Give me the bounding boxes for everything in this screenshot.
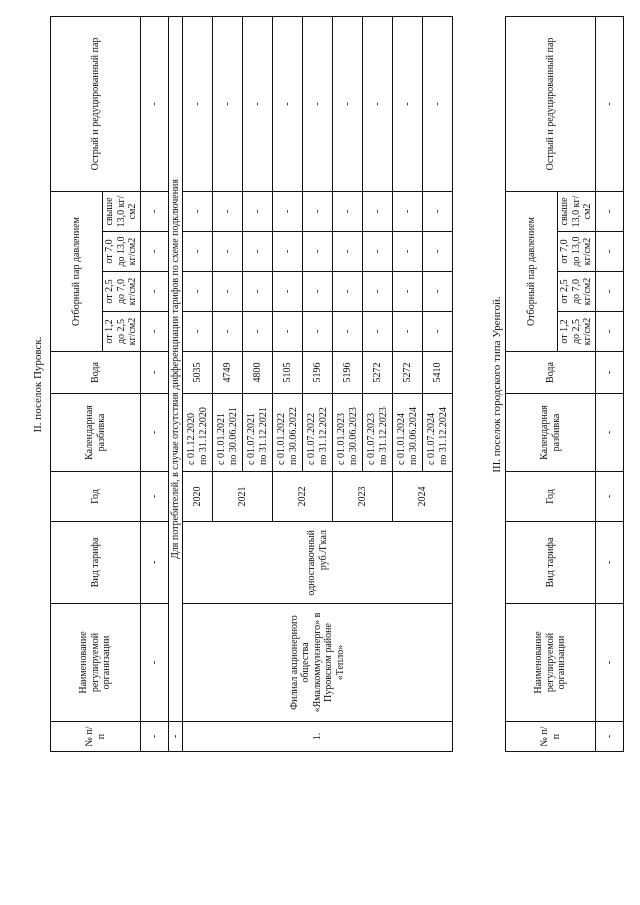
- dash-cell: -: [141, 722, 169, 752]
- period-from: с 01.07.2022: [306, 413, 317, 465]
- dash-cell: -: [596, 352, 624, 394]
- calendar-cell: [363, 394, 393, 472]
- period-from: с 01.07.2021: [246, 413, 257, 465]
- header-sharp-steam: Острый и редуцированный пар: [506, 16, 596, 191]
- dash-cell: -: [393, 312, 423, 352]
- period-from: с 01.01.2021: [216, 413, 227, 465]
- period-from: с 01.01.2023: [336, 413, 347, 465]
- dash-cell: -: [273, 312, 303, 352]
- dash-cell: -: [141, 272, 169, 312]
- dash-cell: -: [596, 522, 624, 604]
- dash-cell: -: [273, 232, 303, 272]
- dash-cell: -: [141, 604, 169, 722]
- water-value: 5410: [423, 352, 453, 394]
- dash-cell: -: [423, 16, 453, 191]
- dash-cell: -: [213, 16, 243, 191]
- header-sharp-steam: Острый и редуцированный пар: [51, 16, 141, 191]
- header-pressure-p2: от 2,5 до 7,0 кг/см2: [103, 272, 141, 312]
- dash-cell: -: [333, 232, 363, 272]
- dash-cell: -: [183, 191, 213, 231]
- dash-cell: -: [423, 272, 453, 312]
- header-steam-group: Отборный пар давлением: [51, 191, 103, 351]
- dash-cell: -: [596, 191, 624, 231]
- dash-cell: -: [393, 16, 423, 191]
- dash-cell: -: [273, 16, 303, 191]
- water-value: 5105: [273, 352, 303, 394]
- header-tariff-type: Вид тарифа: [51, 522, 141, 604]
- dash-cell: -: [596, 722, 624, 752]
- header-calendar: Календарная разбивка: [51, 394, 141, 472]
- dash-cell: -: [333, 272, 363, 312]
- tariff-table-section-3: [505, 16, 624, 752]
- tariff-table-section-2: [50, 16, 453, 752]
- period-to: по 31.12.2020: [197, 407, 209, 465]
- dash-cell: -: [243, 16, 273, 191]
- water-value: 4749: [213, 352, 243, 394]
- header-pressure-p3: от 7,0 до 13,0 кг/см2: [558, 232, 596, 272]
- dash-cell: -: [303, 272, 333, 312]
- period-from: с 01.01.2022: [276, 413, 287, 465]
- year-cell: 2021: [213, 472, 273, 522]
- dash-cell: -: [183, 16, 213, 191]
- table-row: [141, 16, 169, 751]
- header-row: [51, 16, 103, 751]
- header-year: Год: [506, 472, 596, 522]
- header-pressure-p2: от 2,5 до 7,0 кг/см2: [558, 272, 596, 312]
- row-number: 1.: [183, 722, 453, 752]
- period-to: по 30.06.2022: [287, 407, 299, 465]
- dash-cell: -: [423, 191, 453, 231]
- dash-cell: -: [273, 191, 303, 231]
- header-steam-group: Отборный пар давлением: [506, 191, 558, 351]
- tariff-row: [183, 16, 213, 751]
- year-cell: 2023: [333, 472, 393, 522]
- table-row: [596, 16, 624, 751]
- header-row: [506, 16, 558, 751]
- header-pressure-p1: от 1,2 до 2,5 кг/см2: [558, 312, 596, 352]
- water-value: 5272: [393, 352, 423, 394]
- dash-cell: -: [141, 522, 169, 604]
- calendar-cell: [213, 394, 243, 472]
- dash-cell: -: [393, 191, 423, 231]
- dash-cell: -: [213, 232, 243, 272]
- dash-cell: -: [213, 312, 243, 352]
- note-row: [169, 16, 183, 751]
- water-value: 5196: [333, 352, 363, 394]
- header-org: Наименование регулируемой организации: [506, 604, 596, 722]
- period-to: по 31.12.2024: [437, 407, 449, 465]
- calendar-cell: [273, 394, 303, 472]
- dash-cell: -: [213, 272, 243, 312]
- dash-cell: -: [363, 191, 393, 231]
- tariff-type: одноставочный руб./Гкал: [183, 522, 453, 604]
- dash-cell: -: [141, 191, 169, 231]
- calendar-cell: [333, 394, 363, 472]
- dash-cell: -: [169, 722, 183, 752]
- header-year: Год: [51, 472, 141, 522]
- dash-cell: -: [243, 191, 273, 231]
- dash-cell: -: [333, 16, 363, 191]
- dash-cell: -: [213, 191, 243, 231]
- period-to: по 31.12.2023: [377, 407, 389, 465]
- dash-cell: -: [243, 232, 273, 272]
- water-value: 5272: [363, 352, 393, 394]
- dash-cell: -: [141, 232, 169, 272]
- dash-cell: -: [393, 232, 423, 272]
- dash-cell: -: [243, 312, 273, 352]
- header-tariff-type: Вид тарифа: [506, 522, 596, 604]
- dash-cell: -: [596, 232, 624, 272]
- dash-cell: -: [303, 312, 333, 352]
- dash-cell: -: [243, 272, 273, 312]
- header-num: № п/п: [506, 722, 596, 752]
- header-water: Вода: [51, 352, 141, 394]
- water-value: 5035: [183, 352, 213, 394]
- calendar-cell: [393, 394, 423, 472]
- dash-cell: -: [596, 312, 624, 352]
- org-name: Филиал акционерного общества «Ямалкоммунэнерго» в Пуровском районе «Тепло»: [183, 604, 453, 722]
- dash-cell: -: [363, 312, 393, 352]
- period-from: с 01.07.2024: [426, 413, 437, 465]
- period-to: по 30.06.2023: [347, 407, 359, 465]
- period-to: по 31.12.2022: [317, 407, 329, 465]
- period-to: по 30.06.2024: [407, 407, 419, 465]
- period-from: с 01.01.2024: [396, 413, 407, 465]
- header-org: Наименование регулируемой организации: [51, 604, 141, 722]
- dash-cell: -: [141, 352, 169, 394]
- period-from: с 01.07.2023: [366, 413, 377, 465]
- dash-cell: -: [303, 16, 333, 191]
- header-pressure-p4: свыше 13,0 кг/см2: [558, 191, 596, 231]
- dash-cell: -: [393, 272, 423, 312]
- header-pressure-p3: от 7,0 до 13,0 кг/см2: [103, 232, 141, 272]
- note-text: Для потребителей, в случае отсутствия дифференциации тарифов по схеме подключения: [169, 16, 183, 721]
- dash-cell: -: [333, 191, 363, 231]
- year-cell: 2024: [393, 472, 453, 522]
- dash-cell: -: [141, 472, 169, 522]
- calendar-cell: [303, 394, 333, 472]
- dash-cell: -: [141, 16, 169, 191]
- header-pressure-p4: свыше 13,0 кг/см2: [103, 191, 141, 231]
- dash-cell: -: [183, 272, 213, 312]
- dash-cell: -: [596, 394, 624, 472]
- section-3: [491, 17, 615, 752]
- period-from: с 01.12.2020: [186, 413, 197, 465]
- dash-cell: -: [333, 312, 363, 352]
- dash-cell: -: [303, 191, 333, 231]
- water-value: 4800: [243, 352, 273, 394]
- header-water: Вода: [506, 352, 596, 394]
- dash-cell: -: [183, 232, 213, 272]
- section-3-title: III. поселок городского типа Уренгой.: [491, 296, 503, 473]
- calendar-cell: [423, 394, 453, 472]
- dash-cell: -: [596, 472, 624, 522]
- dash-cell: -: [363, 272, 393, 312]
- dash-cell: -: [596, 604, 624, 722]
- dash-cell: -: [141, 312, 169, 352]
- section-2: [32, 17, 450, 752]
- dash-cell: -: [183, 312, 213, 352]
- dash-cell: -: [363, 232, 393, 272]
- year-cell: 2022: [273, 472, 333, 522]
- year-cell: 2020: [183, 472, 213, 522]
- dash-cell: -: [423, 312, 453, 352]
- dash-cell: -: [141, 394, 169, 472]
- header-calendar: Календарная разбивка: [506, 394, 596, 472]
- dash-cell: -: [423, 232, 453, 272]
- dash-cell: -: [596, 16, 624, 191]
- header-pressure-p1: от 1,2 до 2,5 кг/см2: [103, 312, 141, 352]
- period-to: по 31.12.2021: [257, 407, 269, 465]
- dash-cell: -: [363, 16, 393, 191]
- dash-cell: -: [596, 272, 624, 312]
- calendar-cell: [243, 394, 273, 472]
- header-num: № п/п: [51, 722, 141, 752]
- section-2-title: II. поселок Пуровск.: [32, 336, 44, 433]
- dash-cell: -: [273, 272, 303, 312]
- water-value: 5196: [303, 352, 333, 394]
- period-to: по 30.06.2021: [227, 407, 239, 465]
- dash-cell: -: [303, 232, 333, 272]
- calendar-cell: [183, 394, 213, 472]
